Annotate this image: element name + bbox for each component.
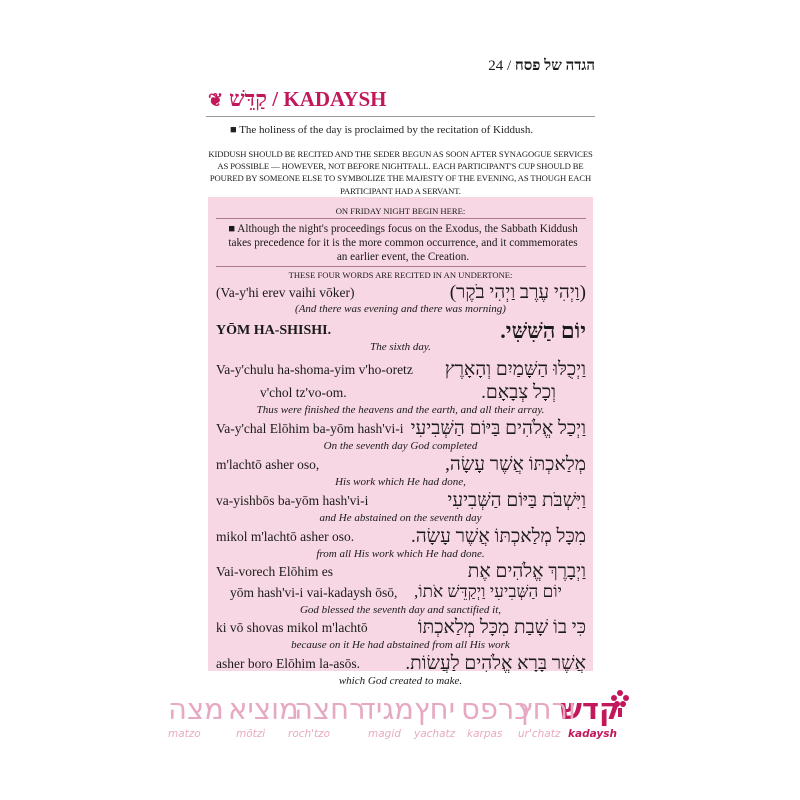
friday-note xyxy=(222,222,584,264)
hebrew-text: אֲשֶׁר בָּרָא אֱלֹהִים לַעֲשׂוֹת. xyxy=(405,653,586,674)
transliteration: ki vō shovas mikol m'lachtō xyxy=(216,620,368,635)
section-title xyxy=(208,86,386,112)
seder-step-latin: matzo xyxy=(168,728,201,740)
friday-note-line: an earlier event, the Creation. xyxy=(336,251,470,263)
hebrew-text: יוֹם הַשִּׁשִּׁי. xyxy=(500,318,586,343)
transliteration: asher boro Elōhim la-asōs. xyxy=(216,656,360,671)
instruction-line: AS POSSIBLE — HOWEVER, NOT BEFORE NIGHTFALL. EACH PARTICIPANT'S CUP SHOULD BE xyxy=(217,161,584,172)
seder-step-hebrew: מוציא xyxy=(228,692,299,726)
friday-heading: ON FRIDAY NIGHT BEGIN HERE: xyxy=(335,206,466,216)
transliteration: Va-y'chal Elōhim ba-yōm hash'vi-i xyxy=(216,421,404,436)
translation: His work which He had done, xyxy=(335,476,466,488)
seder-step-latin: ur'chatz xyxy=(518,728,561,740)
seder-step-hebrew: מצה xyxy=(168,692,224,726)
title-english: KADAYSH xyxy=(283,87,387,111)
hebrew-text: וַיְכֻלּוּ הַשָּׁמַיִם וְהָאָרֶץ xyxy=(444,359,586,380)
translation: and He abstained on the seventh day xyxy=(319,512,482,524)
instruction-line: PARTICIPANT HAD A SERVANT. xyxy=(340,185,461,196)
translation: because on it He had abstained from all His work xyxy=(291,639,510,651)
hebrew-text: מִכָּל מְלַאכְתּוֹ אֲשֶׁר עָשָׂה. xyxy=(410,526,586,547)
book-title: הגדה של פסח xyxy=(514,58,595,74)
title-hebrew: קַדֵּשׁ xyxy=(229,86,268,111)
hebrew-text: וַיְכַל אֱלֹהִים בַּיּוֹם הַשְּׁבִיעִי xyxy=(410,418,586,439)
transliteration: YŌM HA-SHISHI. xyxy=(216,323,332,338)
translation: (And there was evening and there was morning) xyxy=(295,303,506,315)
undertone-heading: THESE FOUR WORDS ARE RECITED IN AN UNDERTONE: xyxy=(288,270,513,280)
friday-note-line: takes precedence for it is the more common occurrence, and it commemorates xyxy=(228,237,578,249)
transliteration: v'chol tz'vo-om. xyxy=(260,385,347,400)
translation: On the seventh day God completed xyxy=(323,440,478,452)
seder-step-latin: magid xyxy=(368,728,401,740)
transliteration: yōm hash'vi-i vai-kadaysh ōsō, xyxy=(230,585,398,600)
hebrew-text: כִּי בוֹ שָׁבַת מִכָּל מְלַאכְתּוֹ xyxy=(417,617,586,638)
transliteration: va-yishbōs ba-yōm hash'vi-i xyxy=(216,493,369,508)
seder-step-hebrew: כרפס xyxy=(461,692,530,726)
transliteration: m'lachtō asher oso, xyxy=(216,457,320,472)
seder-step-latin: mōtzi xyxy=(236,728,266,740)
instruction-line: POURED BY SOMEONE ELSE TO SYMBOLIZE THE MAJESTY OF THE EVENING, AS THOUGH EACH xyxy=(209,173,592,184)
transliteration: (Va-y'hi erev vaihi vōker) xyxy=(216,285,355,300)
hebrew-text: וַיְבָרֶךְ אֱלֹהִים אֶת xyxy=(467,561,586,582)
divider xyxy=(216,266,586,267)
seder-step-hebrew: ורחץ xyxy=(517,692,576,726)
title-rule xyxy=(206,116,595,117)
seder-step-latin: roch'tzo xyxy=(288,728,331,740)
seder-step-hebrew: יחץ xyxy=(414,692,456,726)
seder-step-hebrew: מגיד xyxy=(360,692,414,726)
divider xyxy=(216,218,586,219)
hebrew-text: וַיִּשְׁבֹּת בַּיּוֹם הַשְּׁבִיעִי xyxy=(447,490,586,511)
translation: The sixth day. xyxy=(370,341,431,353)
hebrew-text: וְכָל צְבָאָם. xyxy=(481,382,556,403)
seder-step-latin: kadaysh xyxy=(568,728,617,740)
page-header: 24 / הגדה של פסח xyxy=(488,58,595,74)
instruction-block xyxy=(208,148,593,197)
seder-step-hebrew: קדש xyxy=(560,692,621,726)
intro-note: ■ The holiness of the day is proclaimed by the recitation of Kiddush. xyxy=(230,124,534,136)
transliteration: Vai-vorech Elōhim es xyxy=(216,564,333,579)
page-number: 24 xyxy=(488,58,504,74)
transliteration: mikol m'lachtō asher oso. xyxy=(216,529,355,544)
seder-step-hebrew: רחצה xyxy=(294,692,366,726)
hebrew-text: מְלַאכְתּוֹ אֲשֶׁר עָשָׂה, xyxy=(445,454,586,475)
seder-step-latin: karpas xyxy=(467,728,503,740)
seder-step-latin: yachatz xyxy=(414,728,456,740)
friday-note-line: ■ Although the night's proceedings focus on the Exodus, the Sabbath Kiddush xyxy=(228,223,578,235)
transliteration: Va-y'chulu ha-shoma-yim v'ho-oretz xyxy=(216,362,413,377)
title-separator: / xyxy=(272,87,279,111)
instruction-line: KIDDUSH SHOULD BE RECITED AND THE SEDER BEGUN AS SOON AFTER SYNAGOGUE SERVICES xyxy=(208,149,593,159)
translation: which God created to make. xyxy=(338,675,463,687)
hebrew-text: יוֹם הַשְּׁבִיעִי וַיְקַדֵּשׁ אֹתוֹ, xyxy=(414,582,562,601)
translation: God blessed the seventh day and sanctified it, xyxy=(299,604,501,616)
translation: Thus were finished the heavens and the earth, and all their array. xyxy=(256,404,545,416)
translation: from all His work which He had done. xyxy=(316,548,485,560)
vine-flourish-icon: ❦ xyxy=(208,90,224,110)
hebrew-text: (וַיְהִי עֶרֶב וַיְהִי בֹקֶר) xyxy=(449,282,586,303)
